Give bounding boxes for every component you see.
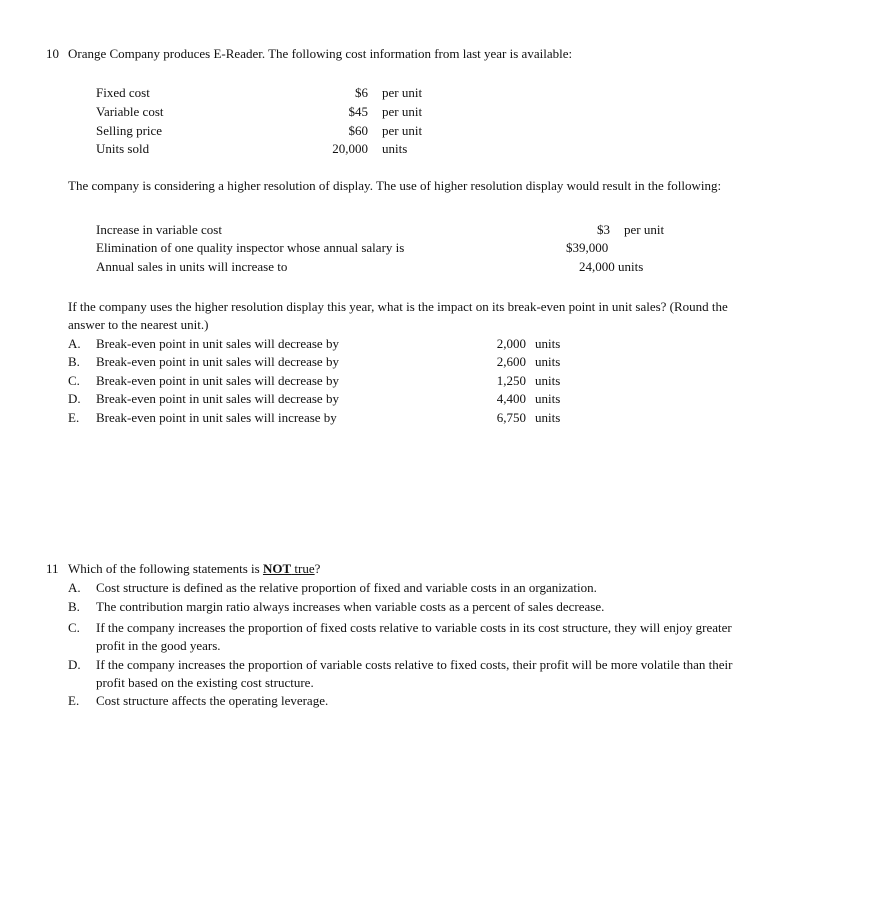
change-label: Annual sales in units will increase to (96, 259, 288, 274)
change-amount: $39,000 (566, 240, 609, 255)
q10-question-line: answer to the nearest unit.) (68, 317, 209, 332)
option-amount: 1,250 (496, 373, 526, 388)
option-amount: 4,400 (496, 391, 526, 406)
option-unit: units (535, 354, 561, 369)
q11-stem-prefix: Which of the following statements is (68, 561, 263, 576)
option-text: If the company increases the proportion of variable costs relative to fixed costs, their profit will be more volatile than their (96, 657, 733, 672)
change-label: Increase in variable cost (96, 222, 222, 237)
option-letter: C. (68, 620, 80, 635)
option-text: The contribution margin ratio always increases when variable costs as a percent of sales decrease. (96, 599, 605, 614)
fact-unit: per unit (382, 85, 423, 100)
q10-question-line: If the company uses the higher resolution display this year, what is the impact on its break-even point in unit sales? (Round the (68, 299, 728, 314)
option-text: Break-even point in unit sales will decrease by (96, 336, 339, 351)
fact-unit: units (382, 141, 408, 156)
fact-amount: 20,000 (332, 141, 368, 156)
change-amount: 24,000 units (579, 259, 644, 274)
change-unit: per unit (624, 222, 665, 237)
option-text: profit in the good years. (96, 638, 221, 653)
fact-unit: per unit (382, 123, 423, 138)
q11-number: 11 (46, 561, 59, 576)
option-text: Break-even point in unit sales will decrease by (96, 391, 339, 406)
q10-number: 10 (46, 46, 59, 61)
q11-stem-emphasis: NOT (262, 561, 292, 576)
option-letter: C. (68, 373, 80, 388)
option-letter: E. (68, 693, 80, 708)
q11-stem (68, 561, 320, 577)
fact-unit: per unit (382, 104, 423, 119)
fact-amount: $45 (348, 104, 368, 119)
q11-stem-tail: true (291, 561, 315, 576)
option-text: Cost structure is defined as the relative proportion of fixed and variable costs in an organization. (96, 580, 597, 595)
option-unit: units (535, 410, 561, 425)
option-amount: 2,600 (496, 354, 526, 369)
change-label: Elimination of one quality inspector whose annual salary is (96, 240, 405, 255)
option-text: Break-even point in unit sales will decrease by (96, 354, 339, 369)
option-letter: B. (68, 599, 80, 614)
option-unit: units (535, 336, 561, 351)
option-text: profit based on the existing cost structure. (96, 675, 314, 690)
q10-consider-text: The company is considering a higher resolution of display. The use of higher resolution display would result in the following: (68, 178, 722, 193)
change-amount: $3 (597, 222, 610, 237)
fact-amount: $6 (355, 85, 368, 100)
option-letter: A. (68, 580, 81, 595)
option-letter: B. (68, 354, 80, 369)
q11-stem-suffix: ? (314, 561, 321, 576)
option-letter: A. (68, 336, 81, 351)
fact-amount: $60 (348, 123, 368, 138)
option-text: Break-even point in unit sales will increase by (96, 410, 337, 425)
option-letter: D. (68, 657, 81, 672)
option-text: Break-even point in unit sales will decrease by (96, 373, 339, 388)
option-unit: units (535, 373, 561, 388)
option-amount: 2,000 (496, 336, 526, 351)
option-text: Cost structure affects the operating leverage. (96, 693, 329, 708)
fact-label: Selling price (96, 123, 163, 138)
option-text: If the company increases the proportion of fixed costs relative to variable costs in its cost structure, they will enjoy greater (96, 620, 732, 635)
fact-label: Variable cost (96, 104, 164, 119)
q10-stem: Orange Company produces E-Reader. The following cost information from last year is available: (68, 46, 573, 61)
option-amount: 6,750 (496, 410, 526, 425)
fact-label: Fixed cost (96, 85, 150, 100)
option-unit: units (535, 391, 561, 406)
option-letter: D. (68, 391, 81, 406)
fact-label: Units sold (96, 141, 150, 156)
option-letter: E. (68, 410, 80, 425)
